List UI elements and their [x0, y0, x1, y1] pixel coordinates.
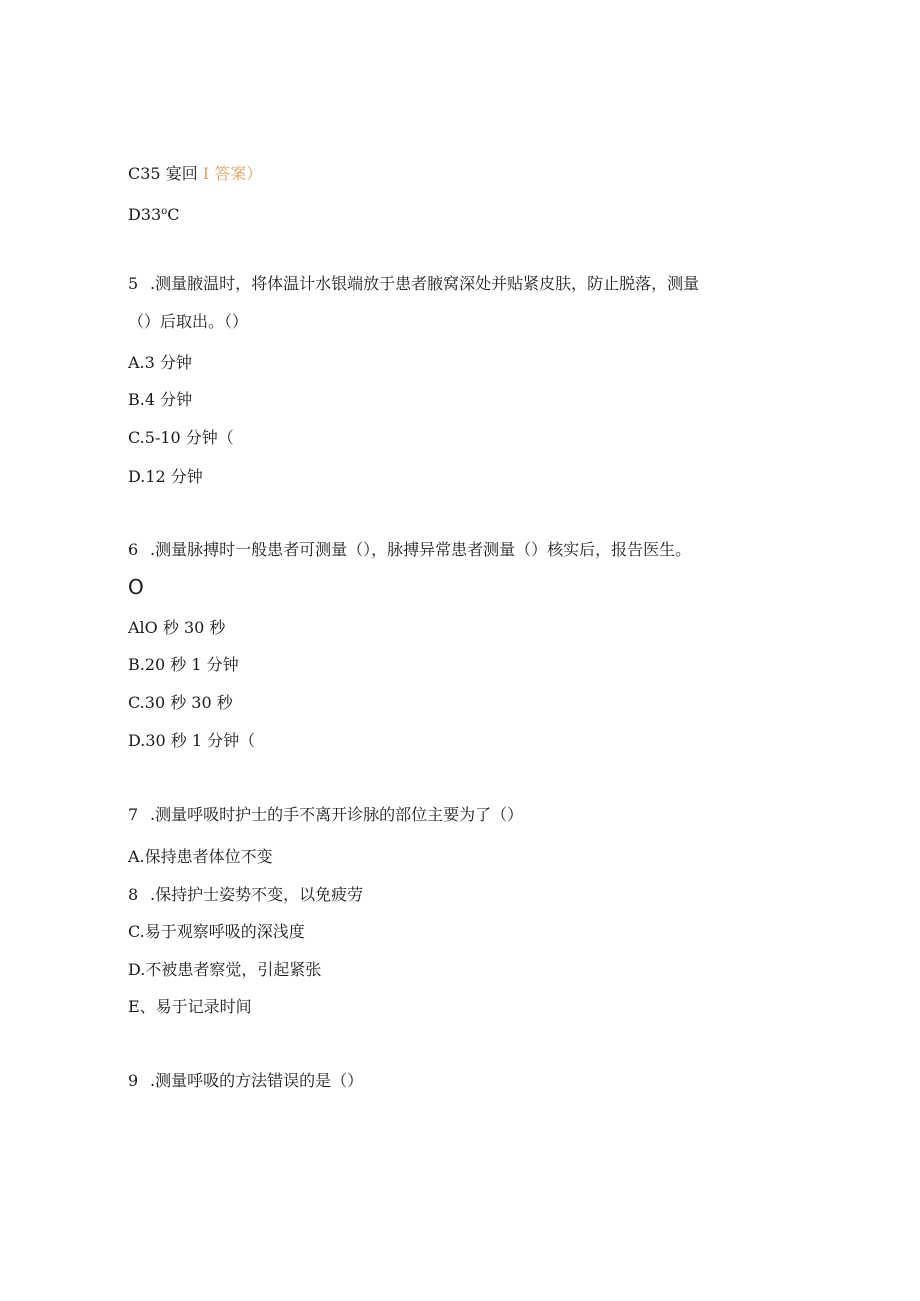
question-6-o-mark: O	[128, 575, 144, 599]
question-7-option-a: A.保持患者体位不变	[128, 847, 273, 866]
question-6-option-c: C.30 秒 30 秒	[128, 693, 233, 712]
question-8-text: .保持护士姿势不变，以免疲劳	[150, 885, 364, 904]
option-c35-text: C35 宴回	[128, 164, 198, 183]
question-7	[128, 805, 523, 825]
option-c35	[128, 164, 262, 184]
question-5	[128, 274, 699, 294]
question-6-text: .测量脉搏时一般患者可测量（），脉搏异常患者测量（）核实后，报告医生。	[150, 540, 692, 559]
question-5-option-c: C.5-10 分钟（	[128, 428, 234, 447]
question-5-option-a: A.3 分钟	[128, 353, 192, 372]
question-8	[128, 885, 363, 905]
question-7-option-d: D.不被患者察觉，引起紧张	[128, 960, 322, 979]
question-9-text: .测量呼吸的方法错误的是（）	[150, 1071, 364, 1090]
question-5-option-b: B.4 分钟	[128, 390, 193, 409]
answer-mark: I 答案）	[202, 164, 263, 183]
question-7-option-c: C.易于观察呼吸的深浅度	[128, 922, 305, 941]
option-d33-text: D33	[128, 205, 162, 224]
question-5-text: .测量腋温时，将体温计水银端放于患者腋窝深处并贴紧皮肤，防止脱落，测量	[150, 274, 700, 293]
question-6	[128, 540, 691, 560]
question-7-number: 7	[128, 805, 139, 824]
question-9-number: 9	[128, 1071, 139, 1090]
question-6-option-a: AlO 秒 30 秒	[128, 618, 226, 637]
question-6-option-d: D.30 秒 1 分钟（	[128, 731, 256, 750]
question-5-text-cont: （）后取出。（）	[128, 312, 249, 331]
question-8-number: 8	[128, 885, 139, 904]
question-5-number: 5	[128, 274, 139, 293]
question-7-text: .测量呼吸时护士的手不离开诊脉的部位主要为了（）	[150, 805, 524, 824]
question-6-option-b: B.20 秒 1 分钟	[128, 655, 239, 674]
question-6-number: 6	[128, 540, 139, 559]
option-d33-unit: C	[167, 205, 180, 224]
question-5-option-d: D.12 分钟	[128, 467, 203, 486]
degree-sup: o	[161, 206, 168, 217]
option-d33	[128, 202, 179, 225]
question-9	[128, 1071, 363, 1091]
question-7-option-e: E、易于记录时间	[128, 997, 252, 1016]
